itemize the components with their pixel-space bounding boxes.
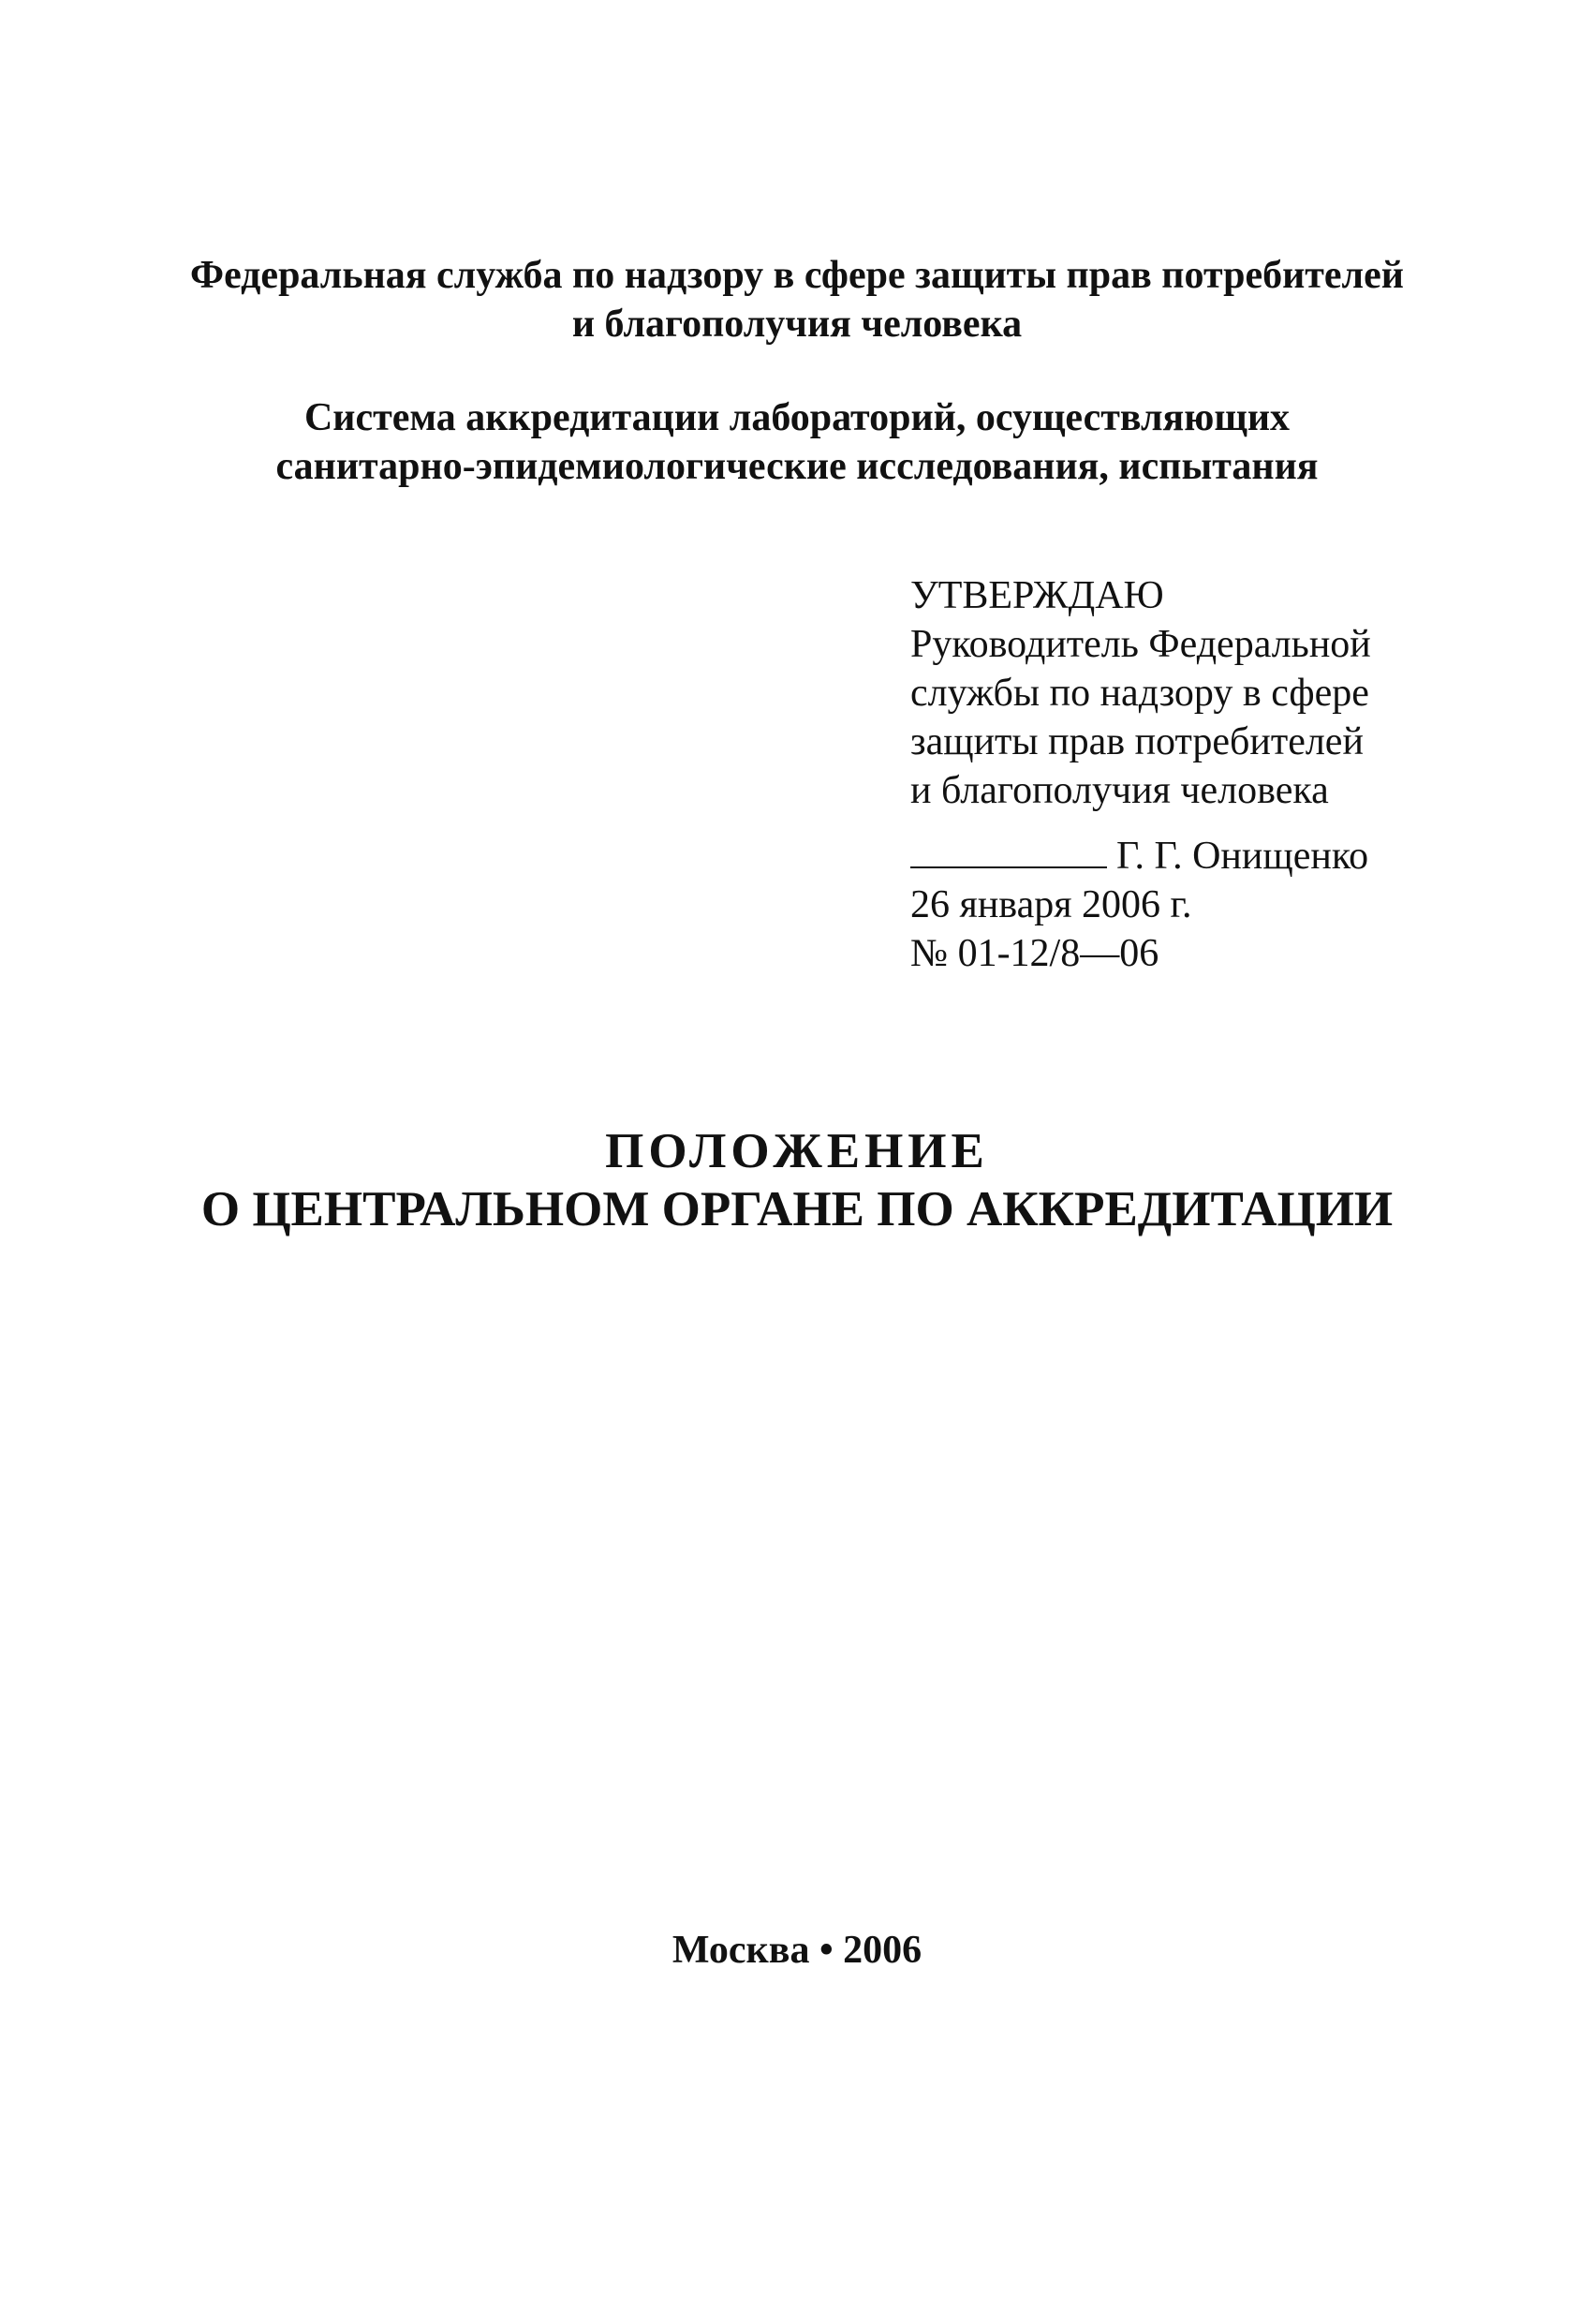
- approve-word: УТВЕРЖДАЮ: [910, 574, 1164, 617]
- agency-name-line-2: и благополучия человека: [571, 303, 1023, 346]
- document-title-line-2: О ЦЕНТРАЛЬНОМ ОРГАНЕ ПО АККРЕДИТАЦИИ: [200, 1182, 1394, 1236]
- signature-row: [910, 832, 1491, 881]
- document-title: [94, 1122, 1500, 1238]
- accreditation-system-name: [112, 393, 1482, 491]
- approval-date: 26 января 2006 г.: [910, 883, 1192, 926]
- signatory-name: Г. Г. Онищенко: [1116, 835, 1369, 878]
- approval-number: № 01-12/8—06: [910, 932, 1159, 975]
- approver-position-line-4: и благополучия человека: [910, 769, 1329, 812]
- place-and-year: [94, 1926, 1500, 1975]
- approver-position-line-1: Руководитель Федеральной: [910, 623, 1371, 666]
- signature-blank-line: [910, 838, 1107, 868]
- approval-spacer: [910, 815, 1491, 832]
- agency-name-line-1: Федеральная служба по надзору в сфере защиты прав потребителей: [190, 254, 1404, 297]
- document-title-line-1: ПОЛОЖЕНИЕ: [605, 1124, 989, 1178]
- agency-name: [112, 251, 1482, 348]
- approver-position-line-2: службы по надзору в сфере: [910, 672, 1369, 715]
- approver-position-line-3: защиты прав потребителей: [910, 720, 1364, 763]
- approval-block: [910, 571, 1491, 978]
- system-name-line-2: санитарно-эпидемиологические исследования, испытания: [275, 445, 1319, 488]
- city-year: Москва • 2006: [672, 1929, 922, 1972]
- system-name-line-1: Система аккредитации лабораторий, осуществляющих: [303, 396, 1291, 439]
